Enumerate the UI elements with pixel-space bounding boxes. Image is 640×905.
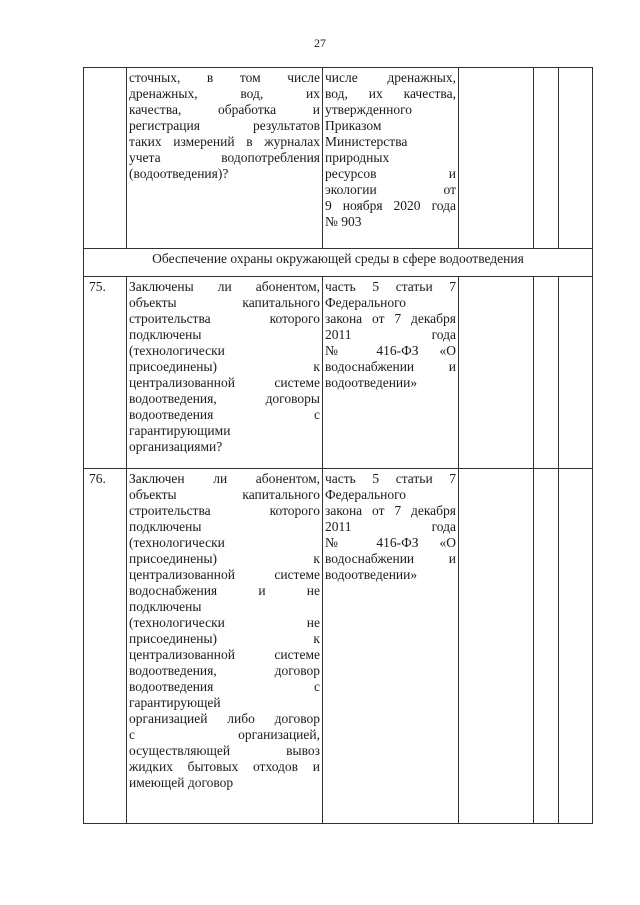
reference-cell <box>323 68 459 249</box>
text-line: объекты капитального <box>129 487 320 502</box>
text-line: присоединены) к <box>129 631 320 646</box>
text-line: водоснабжении и <box>325 551 456 566</box>
text-line: присоединены) к <box>129 359 320 374</box>
text-line: экологии от <box>325 182 456 197</box>
text-line: числе дренажных, <box>325 70 456 85</box>
text-line: водоотведения с <box>129 679 320 694</box>
answer-cell-3 <box>559 277 593 469</box>
text-line: (технологически <box>129 535 225 550</box>
section-title: Обеспечение охраны окружающей среды в сфере водоотведения <box>84 249 593 277</box>
question-text <box>129 471 320 791</box>
text-line: закона от 7 декабря <box>325 503 456 518</box>
question-cell <box>127 469 323 824</box>
answer-cell-3 <box>559 469 593 824</box>
text-line: с организацией, <box>129 727 320 742</box>
text-line: дренажных, вод, их <box>129 86 320 101</box>
text-line: закона от 7 декабря <box>325 311 456 326</box>
question-text <box>129 70 320 182</box>
text-line: (технологически не <box>129 615 320 630</box>
reference-text <box>325 471 456 583</box>
text-line: организациями? <box>129 439 223 454</box>
text-line: водоснабжения и не <box>129 583 320 598</box>
text-line: природных <box>325 150 390 165</box>
text-line: водоснабжении и <box>325 359 456 374</box>
item-number-cell <box>84 68 127 249</box>
text-line: № 903 <box>325 214 362 229</box>
answer-cell-1 <box>459 68 534 249</box>
text-line: 2011 года <box>325 327 456 342</box>
text-line: Министерства <box>325 134 408 149</box>
text-line: сточных, в том числе <box>129 70 320 85</box>
text-line: № 416-ФЗ «О <box>325 343 456 358</box>
text-line: часть 5 статьи 7 <box>325 279 456 294</box>
text-line: Федерального <box>325 487 407 502</box>
table-row-item-75 <box>84 277 593 469</box>
text-line: централизованной системе <box>129 375 320 390</box>
answer-cell-2 <box>534 68 559 249</box>
text-line: часть 5 статьи 7 <box>325 471 456 486</box>
item-number-cell: 76. <box>84 469 127 824</box>
text-line: объекты капитального <box>129 295 320 310</box>
text-line: утвержденного <box>325 102 413 117</box>
text-line: 9 ноября 2020 года <box>325 198 456 213</box>
text-line: осуществляющей вывоз <box>129 743 320 758</box>
text-line: гарантирующей <box>129 695 221 710</box>
text-line: Федерального <box>325 295 407 310</box>
text-line: 2011 года <box>325 519 456 534</box>
table-row-item-76 <box>84 469 593 824</box>
answer-cell-3 <box>559 68 593 249</box>
text-line: гарантирующими <box>129 423 231 438</box>
text-line: водоотведения, договоры <box>129 391 320 406</box>
item-number-cell: 75. <box>84 277 127 469</box>
reference-text <box>325 70 456 230</box>
text-line: подключены <box>129 519 202 534</box>
answer-cell-2 <box>534 469 559 824</box>
text-line: строительства которого <box>129 311 320 326</box>
text-line: организацией либо договор <box>129 711 320 726</box>
answer-cell-1 <box>459 277 534 469</box>
reference-text <box>325 279 456 391</box>
question-cell <box>127 277 323 469</box>
text-line: водоотведения, договор <box>129 663 320 678</box>
text-line: подключены <box>129 599 202 614</box>
text-line: имеющей договор <box>129 775 234 790</box>
checklist-table <box>83 67 593 824</box>
text-line: таких измерений в журналах <box>129 134 320 149</box>
answer-cell-2 <box>534 277 559 469</box>
text-line: централизованной системе <box>129 647 320 662</box>
text-line: регистрация результатов <box>129 118 320 133</box>
text-line: (водоотведения)? <box>129 166 229 181</box>
text-line: жидких бытовых отходов и <box>129 759 320 774</box>
reference-cell <box>323 277 459 469</box>
text-line: ресурсов и <box>325 166 456 181</box>
text-line: качества, обработка и <box>129 102 320 117</box>
text-line: № 416-ФЗ «О <box>325 535 456 550</box>
text-line: присоединены) к <box>129 551 320 566</box>
text-line: учета водопотребления <box>129 150 320 165</box>
text-line: вод, их качества, <box>325 86 456 101</box>
text-line: централизованной системе <box>129 567 320 582</box>
question-text <box>129 279 320 455</box>
text-line: (технологически <box>129 343 225 358</box>
text-line: Заключены ли абонентом, <box>129 279 320 294</box>
table-row-continuation <box>84 68 593 249</box>
question-cell <box>127 68 323 249</box>
text-line: Приказом <box>325 118 382 133</box>
text-line: водоотведении» <box>325 375 418 390</box>
text-line: строительства которого <box>129 503 320 518</box>
section-row <box>84 249 593 277</box>
answer-cell-1 <box>459 469 534 824</box>
text-line: водоотведении» <box>325 567 418 582</box>
text-line: водоотведения с <box>129 407 320 422</box>
text-line: Заключен ли абонентом, <box>129 471 320 486</box>
reference-cell <box>323 469 459 824</box>
text-line: подключены <box>129 327 202 342</box>
page-number: 27 <box>314 36 326 50</box>
